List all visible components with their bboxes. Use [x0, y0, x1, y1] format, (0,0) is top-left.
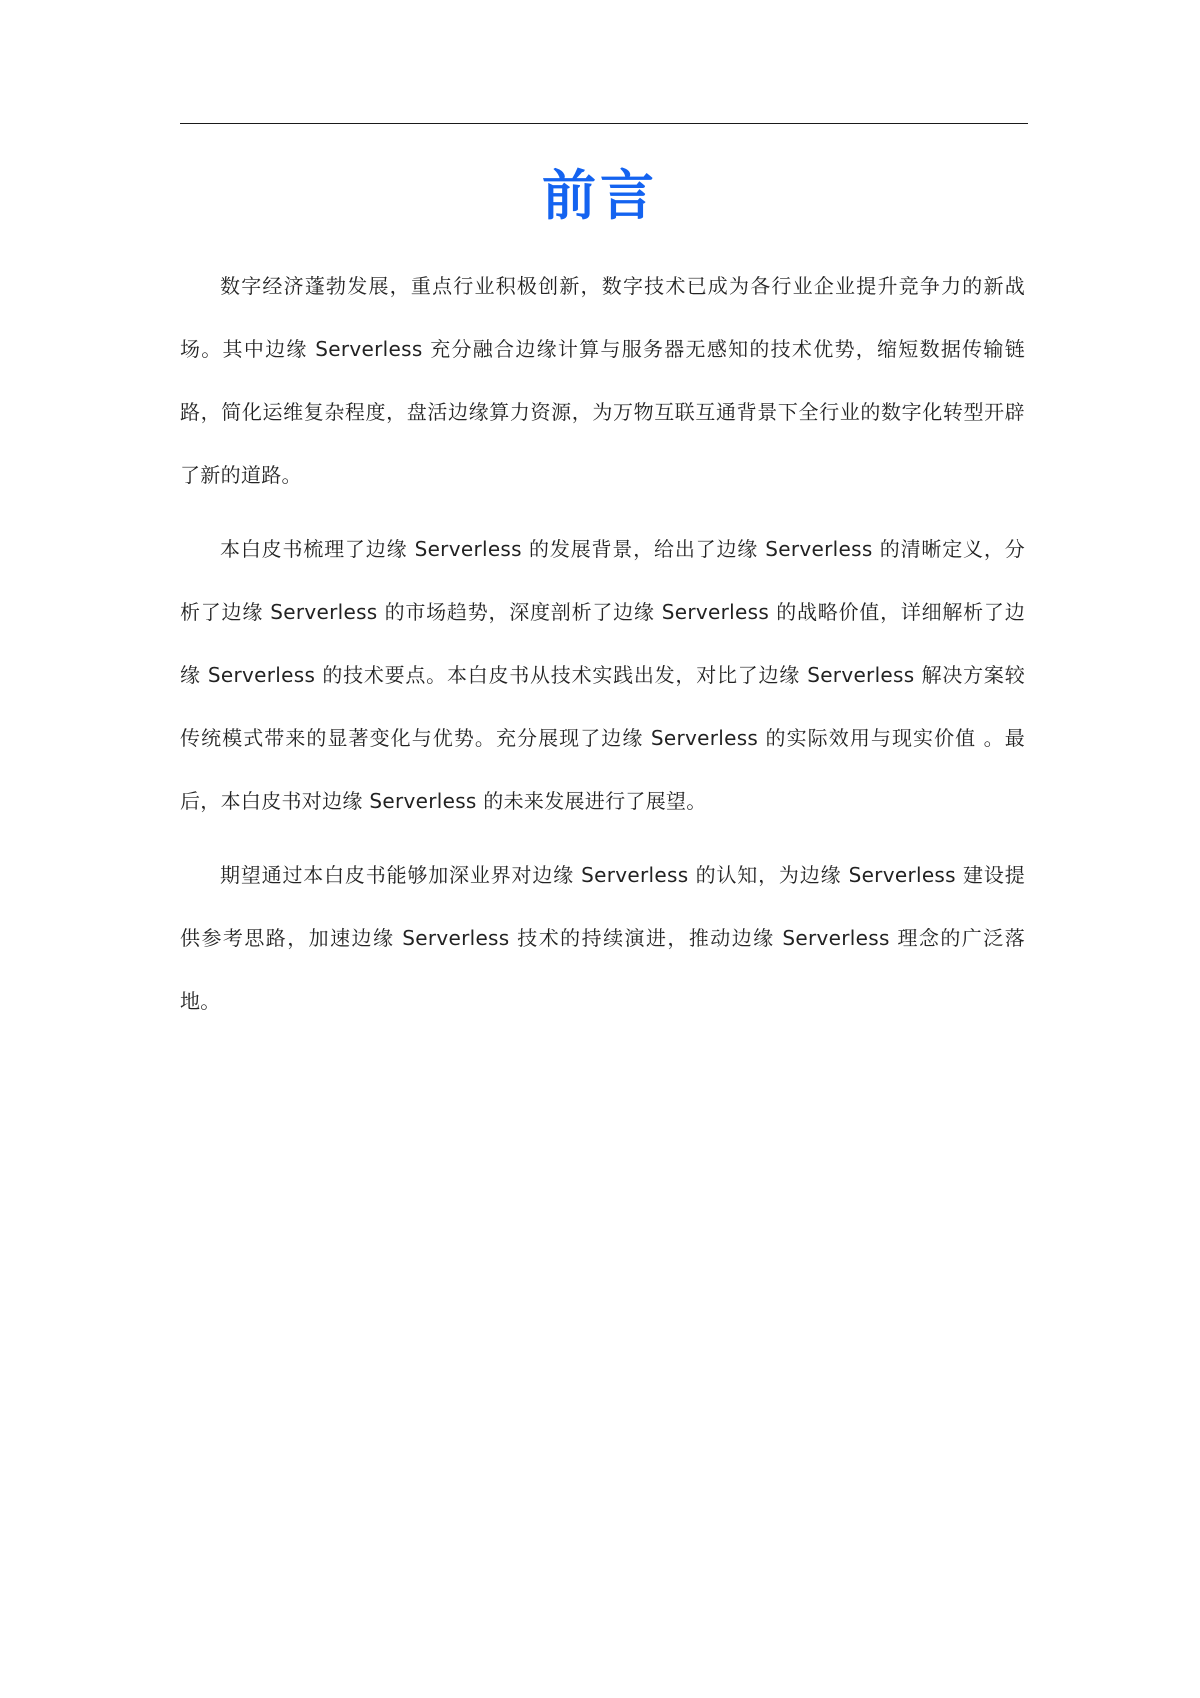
page-title: 前言 [542, 164, 658, 227]
preface-paragraph-2: 本白皮书梳理了边缘 Serverless 的发展背景，给出了边缘 Serverless 的清晰定义，分析了边缘 Serverless 的市场趋势，深度剖析了边缘 Serverless 的战略价值，详细解析了边缘 Serverless 的技术要点。本白皮书从技术实践出发，对比了边缘 Serverless 解决方案较传统模式带来的显著变化与优势。充分展现了边缘 Serverless 的实际效用与现实价值 。最后，本白皮书对边缘 Serverless 的未来发展进行了展望。 [180, 537, 1025, 813]
preface-body [180, 255, 1025, 1044]
preface-paragraph-3: 期望通过本白皮书能够加深业界对边缘 Serverless 的认知，为边缘 Serverless 建设提供参考思路，加速边缘 Serverless 技术的持续演进，推动边缘 Serverless 理念的广泛落地。 [180, 863, 1025, 1013]
header-rule [180, 123, 1028, 124]
preface-paragraph-1: 数字经济蓬勃发展，重点行业积极创新，数字技术已成为各行业企业提升竞争力的新战场。其中边缘 Serverless 充分融合边缘计算与服务器无感知的技术优势，缩短数据传输链路，简化运维复杂程度，盘活边缘算力资源，为万物互联互通背景下全行业的数字化转型开辟了新的道路。 [180, 274, 1025, 487]
